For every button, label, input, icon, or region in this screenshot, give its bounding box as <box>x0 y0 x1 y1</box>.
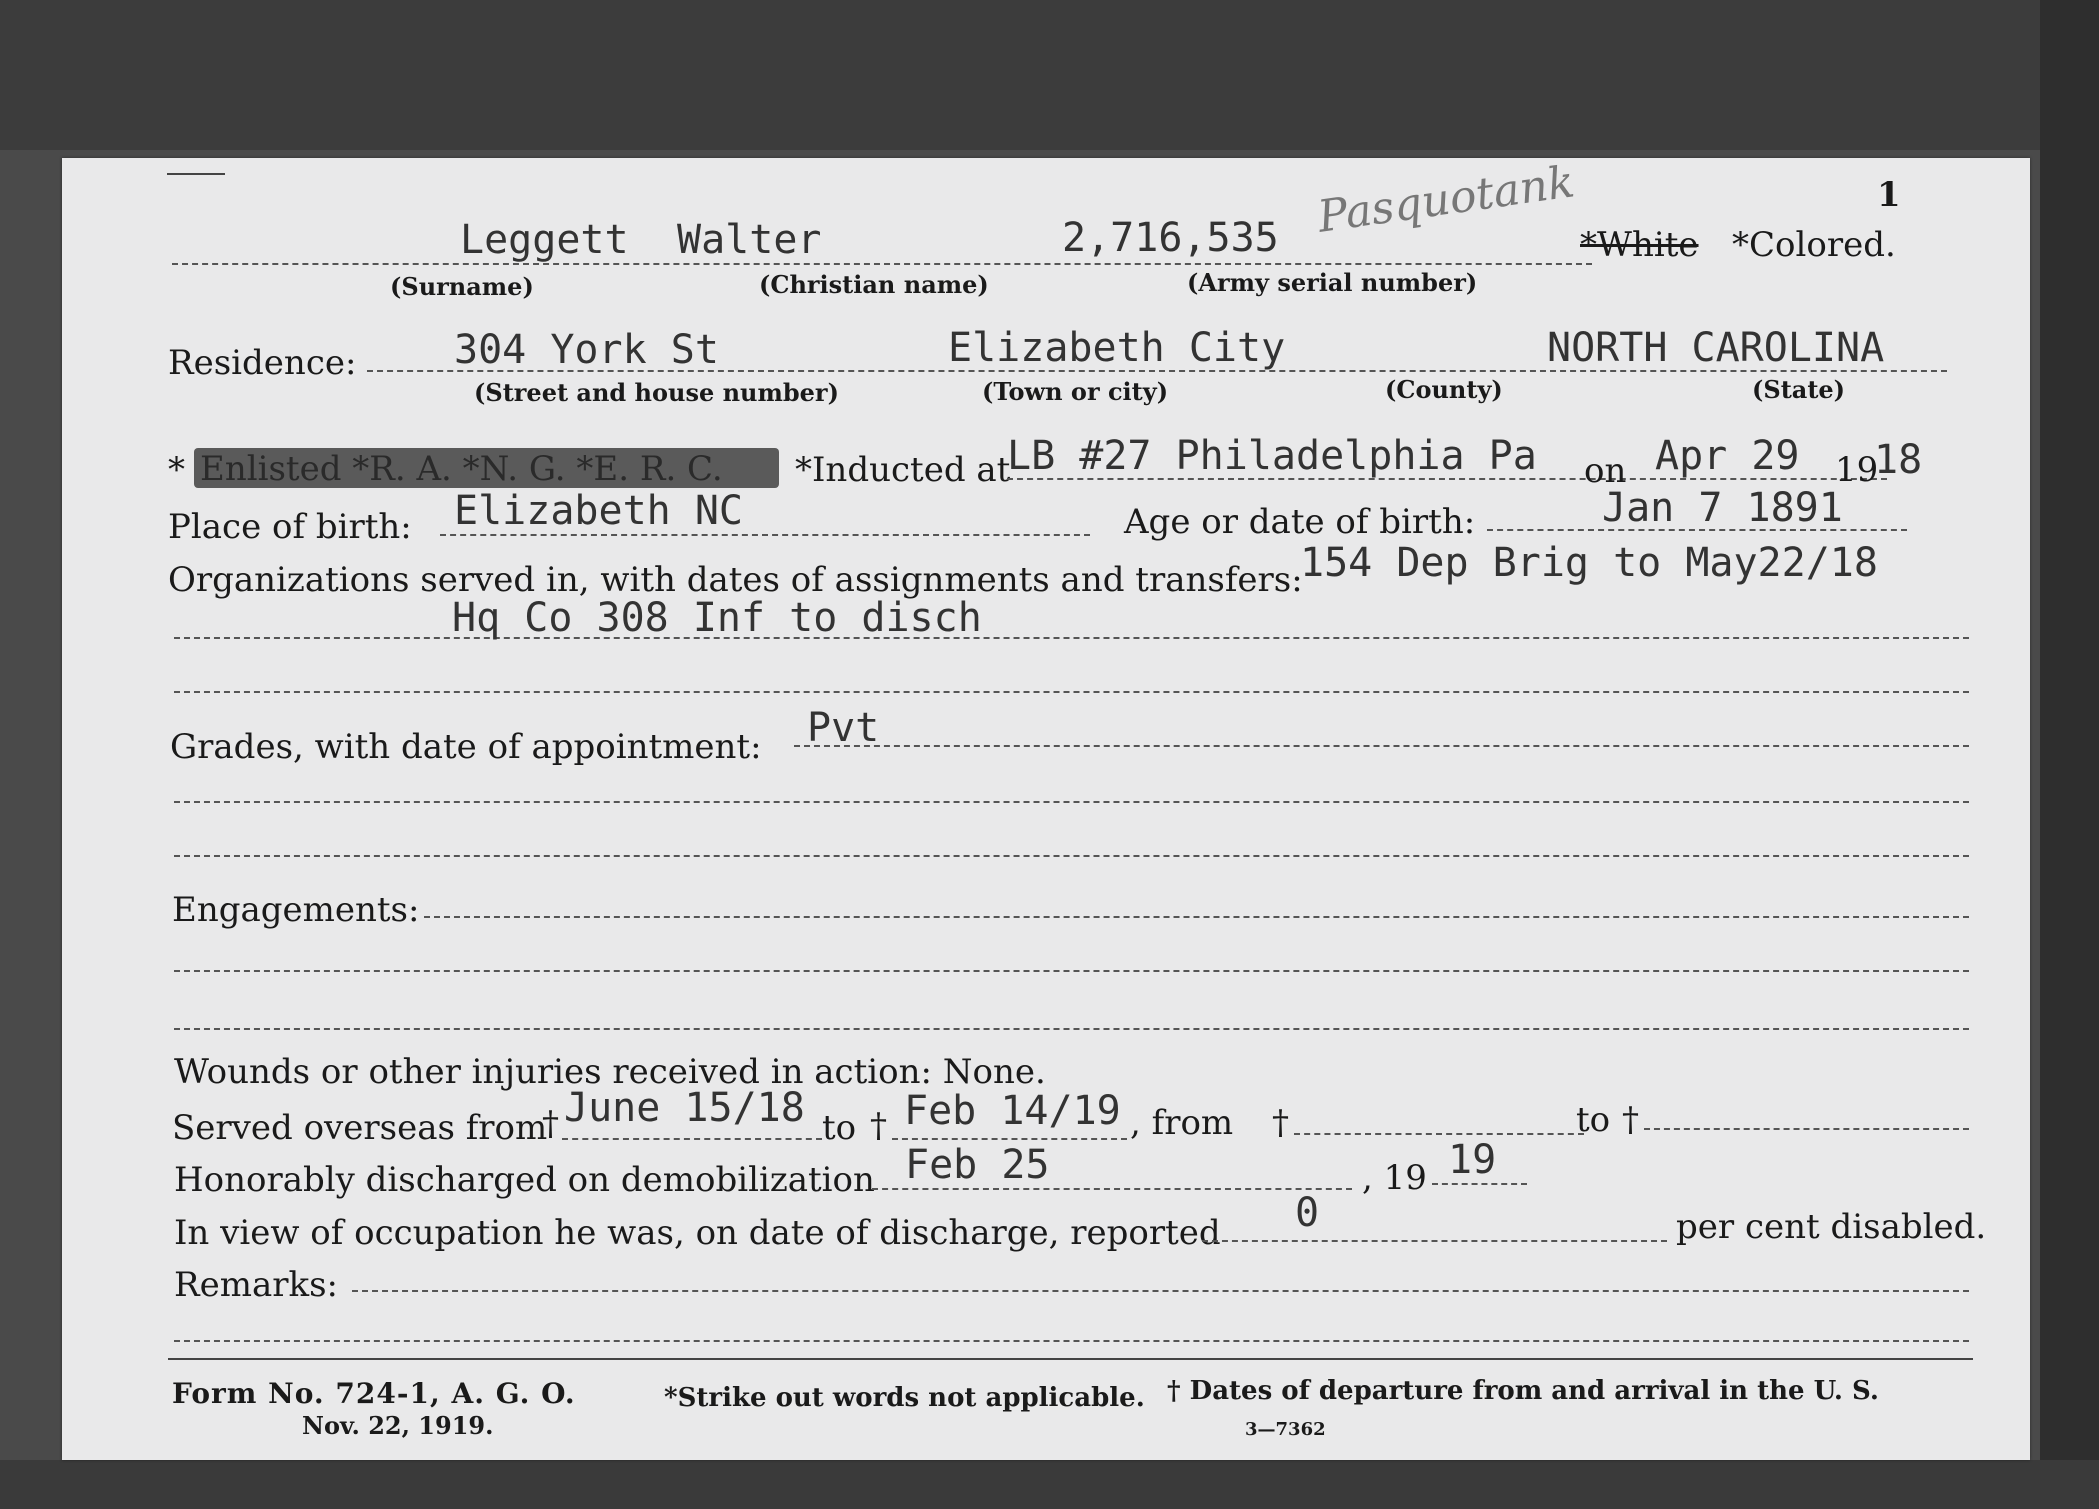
place-of-birth-label: Place of birth: <box>168 507 412 547</box>
discharge-date-line <box>872 1188 1352 1190</box>
name-line <box>172 263 1592 265</box>
overseas-to-line <box>892 1138 1127 1140</box>
street-caption: (Street and house number) <box>474 378 839 407</box>
overseas-dagger-2: † <box>870 1106 887 1146</box>
surname-caption: (Surname) <box>390 272 534 301</box>
christian-name-value: Walter <box>677 217 822 263</box>
disability-line <box>1202 1240 1667 1242</box>
footer-rule <box>168 1358 1973 1360</box>
overseas-from-line <box>562 1138 822 1140</box>
county-handwritten-value: Pasquotank <box>1314 156 1578 243</box>
discharge-year-prefix: , 19 <box>1362 1158 1427 1198</box>
grades-line3 <box>174 855 1969 857</box>
residence-state-value: NORTH CAROLINA <box>1547 325 1885 371</box>
organizations-line3 <box>174 691 1969 693</box>
induction-star: * <box>168 450 185 490</box>
inducted-place-value: LB #27 Philadelphia Pa <box>1007 433 1537 479</box>
enlisted-options-struck <box>194 448 779 488</box>
surname-value: Leggett <box>460 217 629 263</box>
remarks-line1 <box>352 1290 1969 1292</box>
serial-number-value: 2,716,535 <box>1062 215 1279 261</box>
form-date: Nov. 22, 1919. <box>302 1411 494 1440</box>
residence-label: Residence: <box>168 343 357 383</box>
overseas-to-line-2 <box>1644 1128 1969 1130</box>
discharge-year-line <box>1432 1183 1527 1185</box>
state-caption: (State) <box>1752 375 1846 404</box>
inducted-on-label: on <box>1584 451 1627 491</box>
engagements-line3 <box>174 1028 1969 1030</box>
overseas-from-label-2: , from <box>1130 1103 1234 1143</box>
engagements-line1 <box>424 916 1969 918</box>
print-code: 3—7362 <box>1245 1419 1326 1440</box>
engagements-line2 <box>174 970 1969 972</box>
dates-footnote: † Dates of departure from and arrival in the U. S. <box>1167 1376 1879 1406</box>
date-of-birth-value: Jan 7 1891 <box>1602 485 1843 531</box>
county-caption: (County) <box>1385 375 1503 404</box>
corner-rule <box>167 173 225 175</box>
remarks-line2 <box>174 1340 1969 1342</box>
grades-line2 <box>174 801 1969 803</box>
organizations-label: Organizations served in, with dates of assignments and transfers: <box>168 560 1303 600</box>
christian-name-caption: (Christian name) <box>759 270 989 299</box>
service-record-card <box>62 158 2030 1460</box>
age-label: Age or date of birth: <box>1124 502 1476 542</box>
card-number: 1 <box>1877 175 1901 215</box>
overseas-from-value: June 15/18 <box>564 1085 805 1131</box>
disability-suffix: per cent disabled. <box>1676 1207 1987 1247</box>
inducted-at-label: *Inducted at <box>795 450 1011 490</box>
disability-label: In view of occupation he was, on date of discharge, reported <box>174 1213 1221 1253</box>
inducted-year-value: 18 <box>1874 437 1923 483</box>
wounds-label: Wounds or other injuries received in action: None. <box>174 1052 1046 1092</box>
organizations-line2-value: Hq Co 308 Inf to disch <box>452 595 982 641</box>
overseas-to-value: Feb 14/19 <box>904 1088 1121 1134</box>
grades-label: Grades, with date of appointment: <box>170 727 762 767</box>
disability-percent-value: 0 <box>1295 1190 1320 1236</box>
inducted-year-prefix: 19 <box>1835 450 1879 490</box>
serial-number-caption: (Army serial number) <box>1187 268 1478 297</box>
form-number: Form No. 724-1, A. G. O. <box>172 1377 576 1410</box>
residence-town-value: Elizabeth City <box>948 325 1286 371</box>
overseas-dagger-1: † <box>542 1104 559 1144</box>
town-caption: (Town or city) <box>982 377 1169 406</box>
scan-background-top <box>0 0 2099 150</box>
colored-option: *Colored. <box>1732 225 1896 265</box>
engagements-label: Engagements: <box>172 890 420 930</box>
white-option: *White <box>1580 225 1699 265</box>
organizations-line2 <box>174 637 1969 639</box>
organizations-line1-value: 154 Dep Brig to May22/18 <box>1300 540 1878 586</box>
remarks-label: Remarks: <box>174 1265 338 1305</box>
overseas-from-line-2 <box>1294 1133 1584 1135</box>
overseas-to-label: to <box>822 1108 857 1148</box>
residence-street-value: 304 York St <box>454 327 719 373</box>
enlisted-options-text: Enlisted *R. A. *N. G. *E. R. C. <box>200 449 723 489</box>
grades-value: Pvt <box>807 705 880 751</box>
overseas-dagger-4: † <box>1622 1100 1639 1140</box>
inducted-date-value: Apr 29 <box>1655 433 1800 479</box>
discharge-year-value: 19 <box>1448 1137 1497 1183</box>
place-of-birth-value: Elizabeth NC <box>454 488 743 534</box>
place-of-birth-line <box>440 534 1090 536</box>
grades-line1 <box>794 745 1969 747</box>
discharge-label: Honorably discharged on demobilization <box>174 1160 875 1200</box>
overseas-label: Served overseas from <box>172 1108 548 1148</box>
overseas-to-label-2: to <box>1576 1100 1611 1140</box>
strike-out-note: *Strike out words not applicable. <box>664 1383 1145 1413</box>
overseas-dagger-3: † <box>1272 1103 1289 1143</box>
scan-background-bottom <box>0 1460 2099 1509</box>
scan-background-right <box>2040 0 2099 1509</box>
discharge-date-value: Feb 25 <box>905 1142 1050 1188</box>
